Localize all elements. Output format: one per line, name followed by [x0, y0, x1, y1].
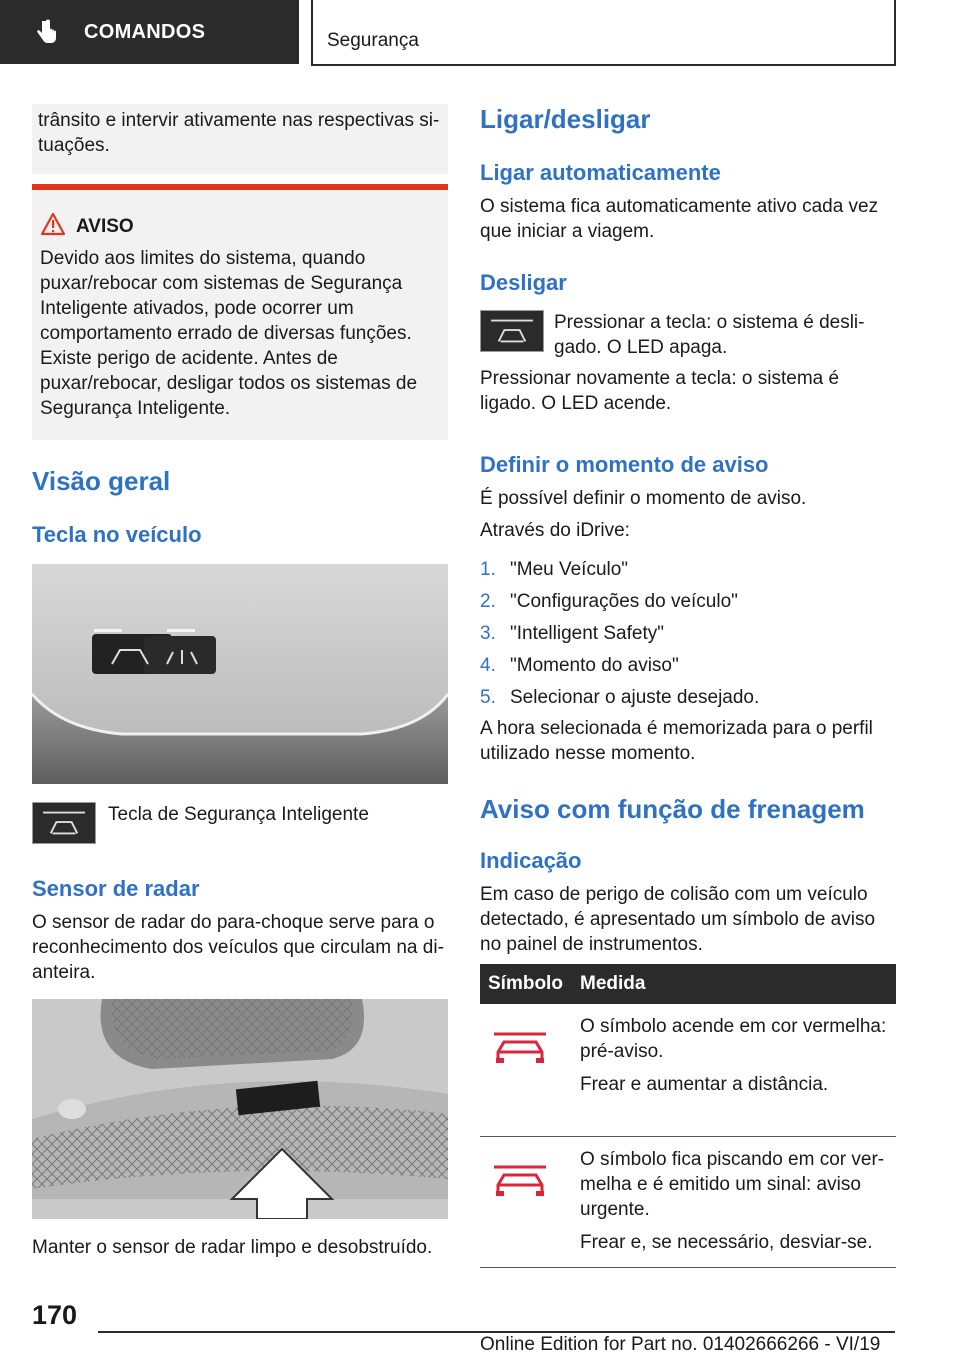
idrive-text: Através do iDrive: [480, 520, 630, 541]
timing-text: É possível definir o momento de aviso. [480, 488, 807, 509]
vehicle-key-photo [32, 564, 448, 784]
radar-text: O sensor de radar do para-choque serve para o reconhecimento dos veículos que circulam na dianteira. [32, 912, 444, 983]
key-heading: Tecla no veículo [32, 522, 202, 547]
car-warning-icon [488, 1024, 552, 1064]
onoff-heading: Ligar/desligar [480, 104, 651, 134]
footer-divider [98, 1331, 895, 1333]
symbol-table [480, 964, 896, 1268]
intro-box [32, 104, 448, 174]
step-item: 1. "Meu Veículo" [480, 559, 629, 580]
measure-text: O símbolo fica piscando em cor vermelha e é emitido um sinal: aviso urgente. [580, 1148, 885, 1220]
page-header [0, 0, 960, 66]
safety-key-icon [32, 802, 96, 844]
warning-triangle-icon [40, 212, 66, 236]
measure-text: Frear e aumentar a distância. [580, 1074, 829, 1095]
col-measure-header: Medida [572, 964, 896, 1004]
table-row [480, 1136, 896, 1267]
chapter-label: Segurança [327, 30, 419, 51]
brake-heading: Aviso com função de frenagem [480, 794, 865, 824]
table-header-row [480, 964, 896, 1004]
step-item: 4. "Momento do aviso" [480, 655, 679, 676]
step-item: 3. "Intelligent Safety" [480, 623, 664, 644]
table-row [480, 1004, 896, 1136]
off-row [480, 310, 896, 360]
edition-text: Online Edition for Part no. 01402666266 - VI/19 [480, 1334, 881, 1355]
indication-text: Em caso de perigo de colisão com um veículo detectado, é apresentado um símbolo de aviso no painel de instrumentos. [480, 884, 876, 955]
indication-heading: Indicação [480, 848, 582, 873]
section-tab [0, 0, 299, 64]
overview-heading: Visão geral [32, 466, 171, 496]
chapter-box [311, 0, 896, 66]
hand-pointer-icon [36, 18, 62, 46]
memory-text: A hora selecionada é memorizada para o perfil utilizado nesse momento. [480, 718, 873, 764]
radar-sensor-photo [32, 999, 448, 1219]
timing-heading: Definir o momento de aviso [480, 452, 769, 477]
measure-text: O símbolo acende em cor vermelha: pré-aviso. [580, 1016, 887, 1062]
measure-text: Frear e, se necessário, desviar-se. [580, 1231, 873, 1253]
radar-caption: Manter o sensor de radar limpo e desobstruído. [32, 1237, 433, 1258]
off-heading: Desligar [480, 270, 567, 295]
radar-heading: Sensor de radar [32, 876, 200, 901]
step-item: 2. "Configurações do veículo" [480, 591, 738, 612]
warning-box [32, 184, 448, 440]
off-text: Pressionar a tecla: o sistema é desligado. O LED apaga. [554, 312, 865, 358]
step-item: 5. Selecionar o ajuste desejado. [480, 687, 760, 708]
car-warning-icon [488, 1157, 552, 1197]
section-label: COMANDOS [84, 20, 206, 43]
intro-text: trânsito e intervir ativamente nas respectivas situações. [38, 110, 440, 156]
auto-heading: Ligar automaticamente [480, 160, 721, 185]
warning-text: Devido aos limites do sistema, quando puxar/rebocar com sistemas de Segurança Inteligente ativados, pode ocorrer um comportamento errado de diversas funções. Existe perigo de acidente. Antes de puxar/rebocar, desligar todos os sistemas de Segurança Inteligente. [40, 248, 418, 419]
col-symbol-header: Símbolo [480, 964, 572, 1004]
key-caption: Tecla de Segurança Inteligente [108, 804, 369, 825]
auto-text: O sistema fica automaticamente ativo cada vez que iniciar a viagem. [480, 196, 879, 242]
on-again-text: Pressionar novamente a tecla: o sistema é ligado. O LED acende. [480, 368, 840, 414]
safety-key-icon [480, 310, 544, 352]
page-number: 170 [32, 1300, 78, 1330]
warning-title: AVISO [76, 216, 134, 237]
idrive-steps [480, 554, 896, 714]
key-caption-row [32, 802, 448, 846]
